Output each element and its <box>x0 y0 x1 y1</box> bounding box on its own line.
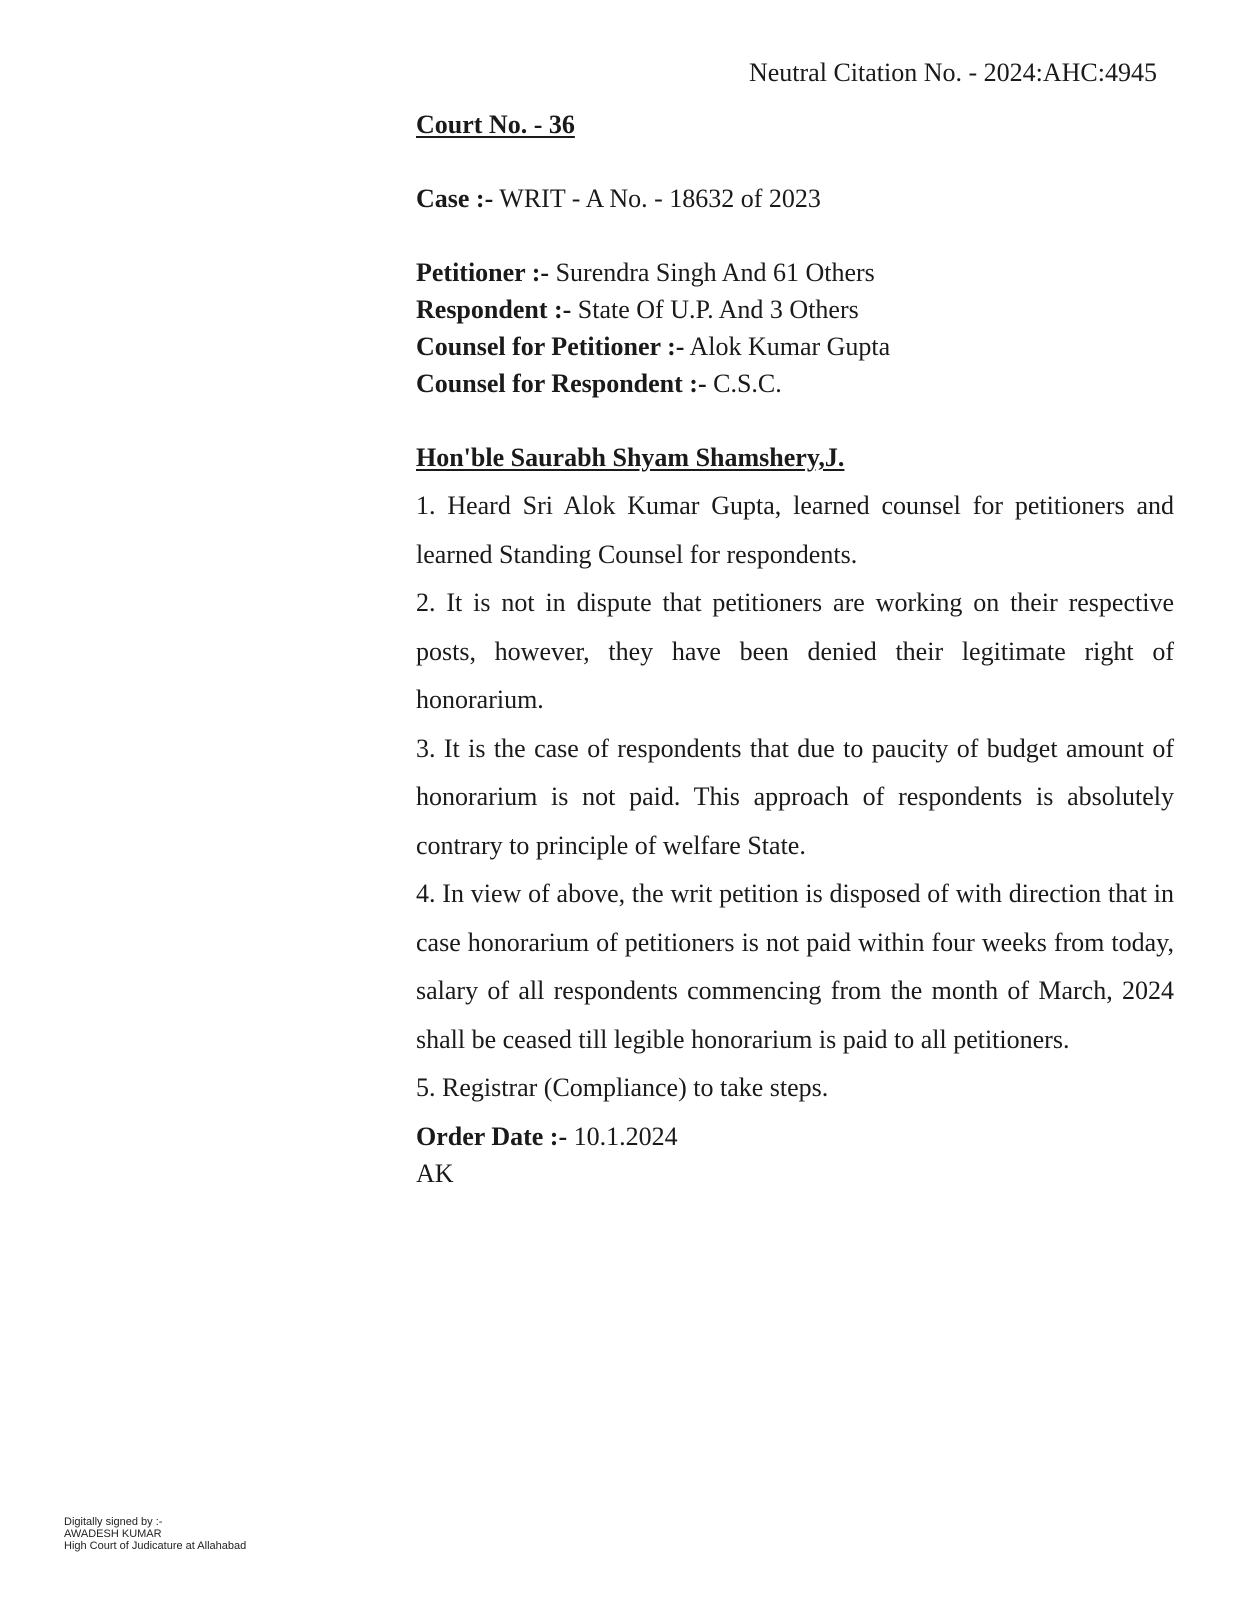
respondent-label: Respondent :- <box>416 295 572 324</box>
case-label: Case :- <box>416 184 494 213</box>
signature-line-2: AWADESH KUMAR <box>64 1528 162 1540</box>
petitioner-label: Petitioner :- <box>416 258 550 287</box>
counsel-respondent-value: C.S.C. <box>706 369 782 398</box>
judge-name-text: Hon'ble Saurabh Shyam Shamshery,J. <box>416 443 845 472</box>
order-date-label: Order Date :- <box>416 1121 568 1151</box>
neutral-citation: Neutral Citation No. - 2024:AHC:4945 <box>748 58 1157 87</box>
case-number <box>416 180 1174 217</box>
judge-name <box>416 439 1174 476</box>
court-number-text: Court No. - 36 <box>416 110 575 139</box>
counsel-petitioner-line <box>416 328 1174 365</box>
case-value: WRIT - A No. - 18632 of 2023 <box>493 184 821 213</box>
paragraph-5: 5. Registrar (Compliance) to take steps. <box>416 1073 829 1102</box>
respondent-value: State Of U.P. And 3 Others <box>571 295 859 324</box>
signature-line-1: Digitally signed by :- <box>64 1516 163 1528</box>
counsel-petitioner-label: Counsel for Petitioner :- <box>416 332 685 361</box>
order-date-value: 10.1.2024 <box>567 1121 678 1151</box>
court-number <box>416 106 1174 143</box>
parties-block <box>416 254 1174 402</box>
digital-signature <box>64 1516 246 1552</box>
counsel-respondent-label: Counsel for Respondent :- <box>416 369 707 398</box>
order-date <box>416 1118 1174 1155</box>
order-body <box>416 106 1174 1192</box>
paragraph-4: 4. In view of above, the writ petition is disposed of with direction that in case honorarium of petitioners is not paid within four weeks from today, salary of all respondents commencing from the month of March, 2024 shall be ceased till legible honorarium is paid to all petitioners. <box>416 879 1174 1054</box>
counsel-respondent-line <box>416 365 1174 402</box>
paragraph-3: 3. It is the case of respondents that due to paucity of budget amount of honorarium is not paid. This approach of respondents is absolutely contrary to principle of welfare State. <box>416 733 1174 860</box>
paragraph-2: 2. It is not in dispute that petitioners are working on their respective posts, however, they have been denied their legitimate right of honorarium. <box>416 588 1174 714</box>
petitioner-line <box>416 254 1174 291</box>
respondent-line <box>416 291 1174 328</box>
signature-line-3: High Court of Judicature at Allahabad <box>64 1540 247 1552</box>
author-initials: AK <box>416 1158 454 1188</box>
counsel-petitioner-value: Alok Kumar Gupta <box>684 332 891 361</box>
petitioner-value: Surendra Singh And 61 Others <box>549 258 875 287</box>
paragraph-1: 1. Heard Sri Alok Kumar Gupta, learned counsel for petitioners and learned Standing Counsel for respondents. <box>416 491 1174 569</box>
